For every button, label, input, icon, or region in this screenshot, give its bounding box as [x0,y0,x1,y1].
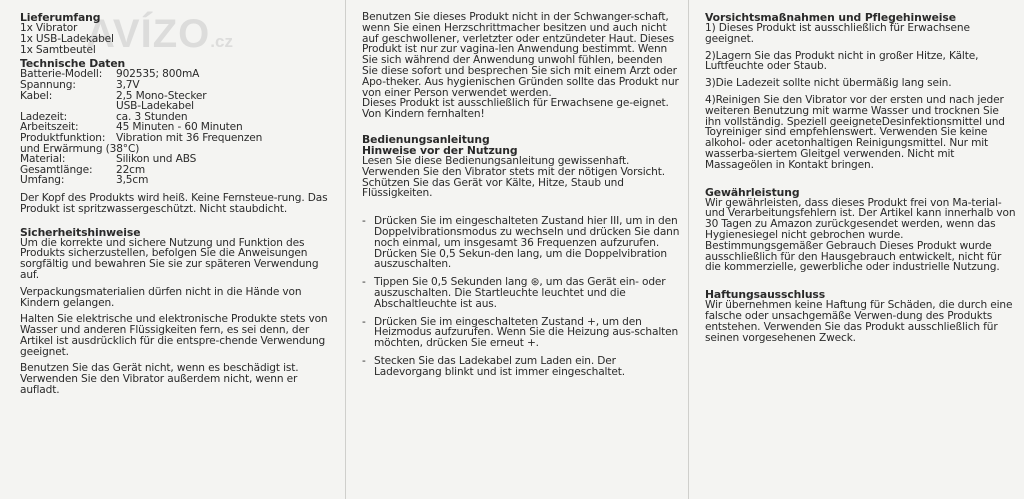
spec-row: Spannung: 3,7V [20,78,140,91]
column-middle [345,0,688,499]
bullet-mark: - [362,315,366,328]
liability-heading: Haftungsausschluss [705,288,826,302]
scope-item: 1x USB-Ladekabel [20,32,114,45]
before-use-text: Lesen Sie diese Bedienungsanleitung gewissenhaft. Verwenden Sie den Vibrator stets mit der nötigen Vorsicht. Schützen Sie das Gerät vor Kälte, Hitze, Staub und Flüssigkeiten. [362,154,665,200]
instruction-item: - Stecken Sie das Ladekabel zum Laden ein. Der Ladevorgang blinkt und ist immer eingeschaltet. [362,354,625,378]
spec-row: Produktfunktion: Vibration mit 36 Frequenzen [20,131,263,144]
safety-heading: Sicherheitshinweise [20,225,141,239]
instruction-item: - Drücken Sie im eingeschalteten Zustand +, um den Heizmodus aufzurufen. Wenn Sie die Heizung aus-schalten möchten, drücken Sie erneut +. [362,315,679,350]
instruction-item: - Drücken Sie im eingeschalteten Zustand hier III, um in den Doppelvibrationsmodus zu wechseln und drücken Sie dann noch einmal, um insgesamt 36 Frequenzen aufzurufen. Drücken Sie 0,5 Sekun-den lang, um die Doppelvibration auszuschalten. [362,215,680,271]
spec-row: Umfang: 3,5cm [20,174,149,187]
head-note: Der Kopf des Produkts wird heiß. Keine Fernsteue-rung. Das Produkt ist spritzwassergeschützt. Nicht staubdicht. [20,191,328,215]
spec-row: Kabel: 2,5 Mono-Stecker [20,89,207,102]
scope-heading: Lieferumfang [20,11,101,24]
scope-item: 1x Vibrator [20,22,78,34]
spec-row: Arbeitszeit: 45 Minuten - 60 Minuten [20,121,243,134]
safety-paragraph: Benutzen Sie das Gerät nicht, wenn es beschädigt ist. Verwenden Sie den Vibrator außerdem nicht, wenn er aufladt. [20,362,299,397]
spec-wrap: und Erwärmung (38°C) [20,142,140,155]
spec-row: Material: Silikon und ABS [20,153,197,166]
tech-heading: Technische Daten [20,57,126,71]
safety-paragraph: Verpackungsmaterialien dürfen nicht in die Hände von Kindern gelangen. [20,285,302,309]
spec-row: Gesamtlänge: 22cm [20,163,146,176]
manual-heading: Bedienungsanleitung [362,132,490,146]
spec-row: USB-Ladekabel [116,100,194,113]
care-item: 2)Lagern Sie das Produkt nicht in großer Hitze, Kälte, Luftfeuchte oder Staub. [705,49,979,73]
instruction-item: - Tippen Sie 0,5 Sekunden lang ⊛, um das Gerät ein- oder auszuschalten. Die Startleuchte leuchtet und die Abschaltleuchte ist aus. [362,276,666,310]
warranty-heading: Gewährleistung [705,185,800,199]
intro-paragraph: Benutzen Sie dieses Produkt nicht in der Schwanger-schaft, wenn Sie einen Herzschrittmacher besitzen und auch nicht auf geschwollener, verletzter oder entzündeter Haut. Dieses Produkt ist nur zur vagina-len Anwendung bestimmt. Wenn Sie sich während der Anwendung unwohl fühlen, beenden Sie diese sofort und besprechen Sie sich mit einem Arzt oder Apo-theker. Aus hygienischen Gründen sollte das Produkt nur von einer Person verwendet werden. [362,11,679,99]
safety-paragraph: Halten Sie elektrische und elektronische Produkte stets von Wasser und anderen Flüssigkeiten fern, es sei denn, der Artikel ist ausdrücklich für die entspre-chende Verwendung geeignet. [20,313,328,358]
column-right [688,0,1024,499]
safety-paragraph: Um die korrekte und sichere Nutzung und Funktion des Produkts sicherzustellen, befolgen Sie die Anweisungen sorgfältig und bewahren Sie sie zur späteren Verwendung auf. [20,236,319,281]
care-item: 4)Reinigen Sie den Vibrator vor der ersten und nach jeder weiteren Benutzung mit warme Wasser und trocknen Sie ihn vollständig. Speziell geeigneteDesinfektionsmittel und Toyreiniger sind empfehlenswert. Verwenden Sie keine alkohol- oder acetonhaltigen Reinigungsmittel. Nur mit wasserba-siertem Gleitgel verwenden. Nicht mit Massageölen in Kontakt bringen. [705,93,1005,171]
spec-row: Batterie-Modell: 902535; 800mA [20,68,200,81]
spec-row: Ladezeit: ca. 3 Stunden [20,110,188,123]
watermark-main: AVÍZO [86,12,211,56]
watermark-suffix: .cz [210,32,233,51]
bullet-mark: - [362,276,366,289]
care-item: 3)Die Ladezeit sollte nicht übermäßig lang sein. [705,77,952,90]
care-item: 1) Dieses Produkt ist ausschließlich für Erwachsene geeignet. [705,22,970,45]
warranty-text: Wir gewährleisten, dass dieses Produkt frei von Ma-terial- und Verarbeitungsfehlern ist. Der Artikel kann innerhalb von 30 Tagen zu Amazon zurückgesendet werden, wenn das Hygienesiegel nicht gebrochen wurde. Bestimmungsgemäßer Gebrauch Dieses Produkt wurde ausschließlich für den Hausgebrauch entwickelt, nicht für die kommerzielle, gewerbliche oder industrielle Nutzung. [705,196,1016,274]
bullet-mark: - [362,215,366,228]
before-use-heading: Hinweise vor der Nutzung [362,143,518,157]
care-heading: Vorsichtsmaßnahmen und Pflegehinweise [705,11,956,24]
column-left [0,0,345,499]
adults-note: Dieses Produkt ist ausschließlich für Erwachsene ge-eignet. Von Kindern fernhalten! [362,97,669,121]
liability-text: Wir übernehmen keine Haftung für Schäden, die durch eine falsche oder unsachgemäße Verwen-dung des Produkts entstehen. Verwenden Sie das Produkt ausschließlich für seinen vorgesehenen Zweck. [705,299,1013,344]
bullet-mark: - [362,354,366,367]
scope-item: 1x Samtbeutel [20,43,96,56]
